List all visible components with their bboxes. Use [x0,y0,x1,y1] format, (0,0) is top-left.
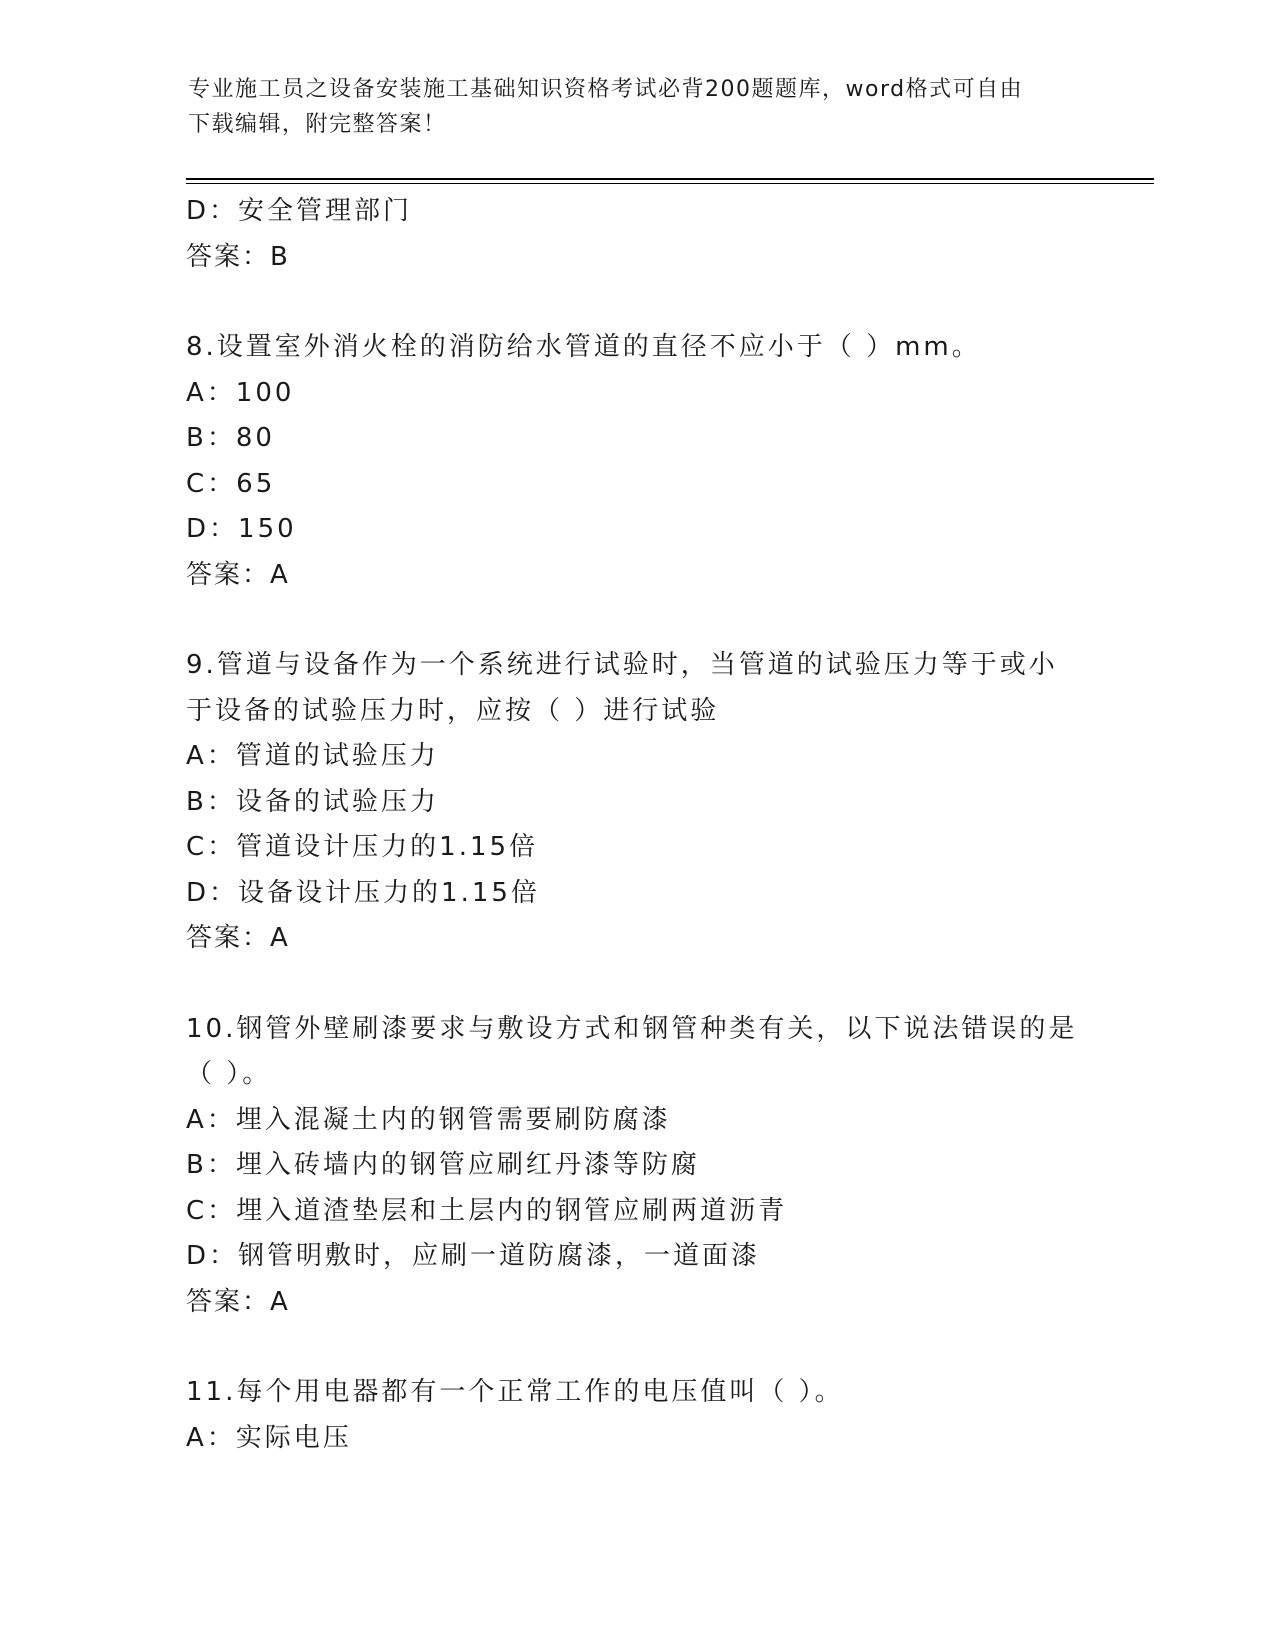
option-b: B：埋入砖墙内的钢管应刷红丹漆等防腐 [186,1150,700,1180]
option-b: B：80 [186,423,275,453]
option-a: A：埋入混凝土内的钢管需要刷防腐漆 [186,1104,671,1135]
header-line-2: 下载编辑，附完整答案！ [188,112,447,137]
header-divider-thick [186,178,1154,180]
question-stem-line-1: 9.管道与设备作为一个系统进行试验时，当管道的试验压力等于或小 [186,650,1058,680]
document-header [188,72,1088,142]
question-9 [186,643,1086,962]
option-c: C：管道设计压力的1.15倍 [186,832,539,862]
option-d: D：安全管理部门 [186,196,413,226]
question-stem-line-2: 于设备的试验压力时，应按（ ）进行试验 [186,695,720,726]
spacer [186,280,1086,325]
option-a: A：管道的试验压力 [186,741,439,771]
option-b: B：设备的试验压力 [186,786,439,817]
question-8 [186,325,1086,598]
question-10 [186,1007,1086,1326]
question-11 [186,1370,1086,1461]
question-7-tail [186,189,1086,280]
answer: 答案：A [186,923,290,953]
question-list [186,189,1086,1461]
question-stem-line-1: 10.钢管外壁刷漆要求与敷设方式和钢管种类有关，以下说法错误的是 [186,1013,1078,1044]
option-d: D：150 [186,514,297,544]
header-line-1: 专业施工员之设备安装施工基础知识资格考试必背200题题库，word格式可自由 [188,77,1024,102]
option-c: C：埋入道渣垫层和土层内的钢管应刷两道沥青 [186,1195,788,1226]
spacer [186,962,1086,1007]
answer: 答案：B [186,241,290,272]
spacer [186,598,1086,643]
question-stem: 8.设置室外消火栓的消防给水管道的直径不应小于（ ）mm。 [186,332,981,362]
spacer [186,1325,1086,1370]
answer: 答案：A [186,559,290,590]
question-stem: 11.每个用电器都有一个正常工作的电压值叫（ ）。 [186,1377,844,1407]
answer: 答案：A [186,1286,290,1317]
option-c: C：65 [186,468,276,499]
option-a: A：100 [186,377,295,408]
option-d: D：设备设计压力的1.15倍 [186,877,540,908]
option-d: D：钢管明敷时，应刷一道防腐漆，一道面漆 [186,1241,761,1271]
option-a: A：实际电压 [186,1422,352,1453]
header-divider-thin [186,183,1154,184]
question-stem-line-2: （ ）。 [186,1059,272,1089]
